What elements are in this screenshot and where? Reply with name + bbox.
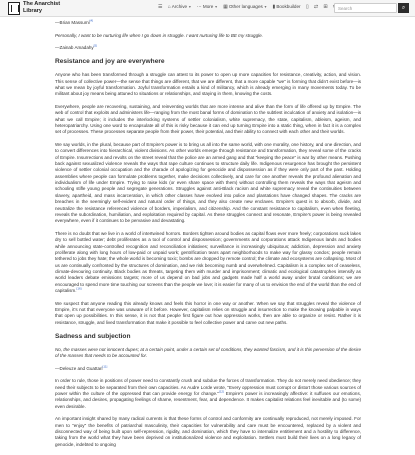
home-icon: ⌂ <box>167 4 171 10</box>
paragraph: Everywhere, people are recovering, sustaining, and reinventing worlds that are more intense and alive than the form of life offered up by Empire. The web of control that exploits and administers life—ranging from the most banal forms of domination to the subtlest inculcation of anxiety and isolation—is what we call Empire; it includes the interlocking systems of settler colonialism, white supremacy, the state, capitalism, ableism, ageism, and heteropatriarchy. Using one word to encapsulate all of this is risky because it can end up turning Empire into a static thing, when in fact it is a complex set of processes. These processes separate people from their power, their potential, and their ability to connect with each other and their worlds. <box>55 103 361 135</box>
bookmark-icon[interactable]: ▯ <box>305 4 309 10</box>
chevron-down-icon: ▼ <box>263 5 268 9</box>
paragraph: We say worlds, in the plural, because part of Empire's power is to bring us all into the same world, with one morality, one history, and one direction, and to convert differences into hierarchical, violent divisions. As other worlds emerge through resistance and transformation, they reveal some of the cracks of Empire. Insurrections and revolts on the street reveal that the police are an armed gang and that "keeping the peace" is war by other means. Pushing back against sexualized violence reveals the ways that rape culture continues to structure daily life. Indigenous resurgence has brought the persistent violence of settler colonial occupation and the charade of apologizing for genocide and dispossession as if they were only part of the past. Holding assemblies where people can formulate problems together, make decisions collectively, and care for one another reveals the profound alienation and individualism of life under Empire. Trying to raise kids (or even share space with them) without controlling them reveals the ways that ageism and schooling stifle young people and segregate generations. Struggles against anti-Black racism and white supremacy reveal the continuities between slavery, apartheid, and mass incarceration, in which other classes have evolved into police and plantations have changed shapes. The cracks are breaches in the seemingly self-evident and natural order of things, and they also create new enclaves. Empire's quest is to absorb, divide, and neutralize the resistance referenced violence of borders, imperialism, and citizenship. And the constant resistance to capitalism, even when fleeting, reveals the subordination, humiliation, and exploitation required by capital. As these struggles connect and resonate, Empire's power is being revealed everywhere, even if it continues to be pervasive and devastating. <box>55 142 361 224</box>
paragraph: An important insight shared by many radical currents is that these forms of control and conformity are continually reproduced, not merely imposed. For men to "enjoy" the benefits of patriarchal masculinity, their capacities for vulnerability and care must be encountered, replaced by a violent and disconnected way of being built upon self-repression, rigidity, and domination, which they have to internalize entitlement and a hostility to difference, taking from the world what they have been deprived on institutionalized violence and exploitation. Settlers must build their lives on a long legacy of genocide, indebted to ongoing <box>55 416 361 447</box>
nav-bookbuilder[interactable]: ▮Bookbuilder <box>272 4 301 10</box>
nav-other-languages[interactable]: ▦Other languages▼ <box>223 4 268 10</box>
book-icon: ▮ <box>272 4 276 10</box>
library-logo-icon[interactable] <box>8 2 20 15</box>
footnote-link[interactable]: [12] <box>218 389 224 394</box>
footnote-link[interactable]: [16] <box>76 286 82 291</box>
main-nav <box>158 4 341 10</box>
chevron-down-icon: ▼ <box>188 5 192 9</box>
nav-archive[interactable]: ⌂Archive▼ <box>167 4 192 10</box>
footnote-link[interactable]: [4] <box>89 18 93 23</box>
grid-icon[interactable]: ⊞ <box>323 4 328 10</box>
attribution-deleuze-guattari: —Deleuze and Guattari[11] <box>55 364 108 371</box>
top-navbar <box>0 0 415 17</box>
language-icon: ▦ <box>223 4 228 10</box>
paragraph: Anyone who has been transformed through a struggle can attest to its power to open up more capacities for resistance, creativity, action, and vision. This sense of collective power—the sense that things are different, that we are different, that a more capable "we" is forming that didn't exist before—is what we mean by joyful transformation. Joyful transformation entails a kind of militancy, which is already emerging in many movements today. To be militant about joy means being attuned to situations or relationships, and staying in them, knowing the costs. <box>55 72 361 97</box>
attribution-amadahy: —Zainab Amadahy[5] <box>55 43 98 51</box>
list-icon[interactable]: ☰ <box>158 4 163 10</box>
nav-more[interactable]: ⋯More▼ <box>196 4 218 10</box>
search-icon: ⌕ <box>401 5 406 11</box>
paragraph: We suspect that anyone reading this already knows and feels this horror in one way or another. When we say that struggles reveal the violence of Empire, it's not that everyone was unaware of it before. However, capitalism relies on struggle and insurrection to make the knowing palpable in ways that open up possibilities. In this sense, it is not that people first figure out how oppression works, then are able to organize or resist. Rather it is resistance, struggle, and lived transformation that make it possible to feel collective power and carve out new paths. <box>55 300 361 325</box>
paragraph: There is no doubt that we live in a world of intertwined horrors. Borders tighten around bodies as capital flows ever more freely; corporations suck lakes dry to sell bottled water; debt proliferates as a tool of control and dispossession; governments and corporations attack Indigenous lands and bodies while announcing state-controlled recognition and reconciliation initiatives; surveillance is increasingly ubiquitous; addiction, depression and anxiety proliferate along with long hours of low-paid or unpaid work; gentrification tears apart neighborhoods to make way for glassy condos; people remain tethered to jobs they hate; the whole world is becoming toxic; bombs are dropped by remote control; the climate and ecosystems are collapsing. Most of us are continually confronted by the structures of domination, and we risk becoming numb and overwhelmed. Capitalism is a complex set of ceaseless, climate-devouring continuity. Black bodies as threats, targeting them with murder and imprisonment; climatic and ecological catastrophes intensify as world leaders debate emissions targets; more of us depend on bad jobs and gadgets made half a world away under brutal conditions; we are encouraged to spend more time touching our screens than the people we love; it is easier for many of us to envision the end of the world than the end of capitalism.[16] <box>55 230 361 294</box>
brand-line-1: The Anarchist <box>23 1 61 7</box>
shuffle-icon[interactable]: ⇄ <box>313 4 319 10</box>
search-input[interactable] <box>334 3 397 13</box>
article-body <box>55 17 361 455</box>
section-heading: Resistance and joy are everywhere <box>55 58 165 66</box>
footnote-link[interactable]: [5] <box>93 43 98 48</box>
footnote-link[interactable]: [11] <box>102 364 108 369</box>
search-button[interactable] <box>398 3 409 13</box>
site-brand[interactable] <box>23 1 60 14</box>
attribution-massumi: —Brian Massumi[4] <box>55 18 93 25</box>
brand-line-2: Library <box>23 7 42 14</box>
chevron-down-icon: ▼ <box>214 5 218 9</box>
quote-amadahy: Personally, I want to be nurturing life when I go down in struggle. I want nurturing life to BE my struggle. <box>55 32 263 38</box>
section-heading: Sadness and subjection <box>55 332 131 340</box>
quote-deleuze-guattari: No, the masses were not innocent dupes; at a certain point, under a certain set of conditions, they wanted fascism, and it is this perversion of the desire of the masses that needs to be accounted for. <box>55 346 361 358</box>
paragraph: In order to rule, those in positions of power need to constantly crush and subdue the forces of transformation. They do not merely need obedience; they need their subjects to be separated from their own capacities. As Audre Lorde wrote, "Every oppression must corrupt or distort those various sources of power within the culture of the oppressed that can provide energy for change."[12] Empire's power is increasingly affective: it suffuses our emotions, relationships, and desires, propagating feelings of shame, resentment, fear, and dependence. It makes capitalist relations feel inevitable and (to some) even desirable. <box>55 378 361 409</box>
dots-icon: ⋯ <box>196 4 202 10</box>
